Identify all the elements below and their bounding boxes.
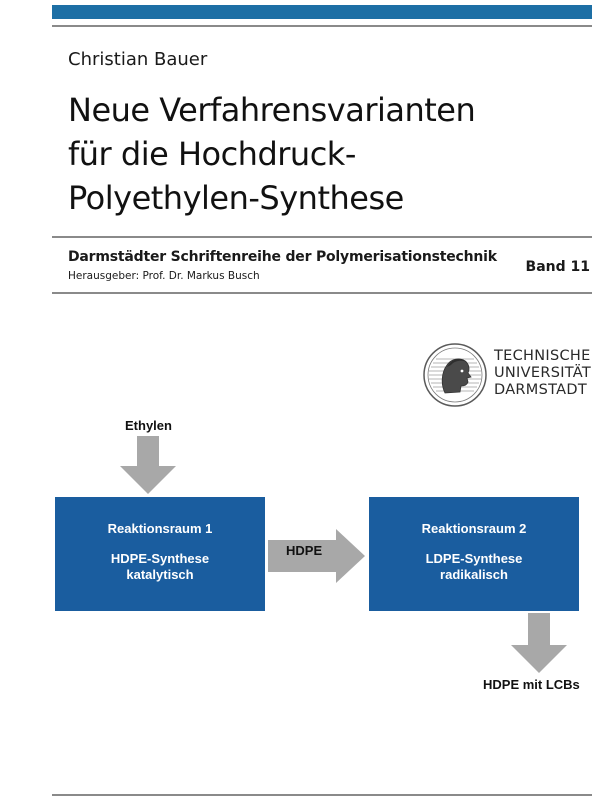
chamber-2-title: Reaktionsraum 2 — [421, 521, 527, 536]
author-name: Christian Bauer — [68, 49, 208, 70]
reaction-chamber-2 — [369, 497, 579, 611]
athena-seal-icon — [423, 343, 487, 407]
input-label: Ethylen — [125, 418, 172, 433]
book-title — [68, 88, 588, 220]
title-line-1: Neue Verfahrensvarianten — [68, 91, 476, 129]
reaction-chamber-1 — [55, 497, 265, 611]
chamber-1-mode: katalytisch — [126, 567, 194, 582]
footer-rule — [52, 794, 592, 796]
university-name — [494, 348, 591, 399]
connector-label: HDPE — [286, 543, 323, 558]
top-color-band — [52, 5, 592, 19]
chamber-2-process: LDPE-Synthese — [425, 551, 523, 566]
down-arrow-icon — [118, 436, 178, 496]
logo-line-3: DARMSTADT — [494, 382, 587, 398]
logo-line-2: UNIVERSITÄT — [494, 365, 592, 381]
chamber-1-process: HDPE-Synthese — [110, 551, 210, 566]
university-logo — [423, 343, 593, 407]
down-arrow-icon — [509, 613, 569, 675]
series-rule — [52, 292, 592, 294]
title-line-2: für die Hochdruck- — [68, 135, 356, 173]
title-line-3: Polyethylen-Synthese — [68, 179, 404, 217]
logo-line-1: TECHNISCHE — [494, 348, 591, 364]
header-rule — [52, 25, 592, 27]
chamber-1-title: Reaktionsraum 1 — [107, 521, 213, 536]
series-editor: Herausgeber: Prof. Dr. Markus Busch — [68, 270, 260, 282]
series-name: Darmstädter Schriftenreihe der Polymerisationstechnik — [68, 249, 497, 265]
volume-number: Band 11 — [525, 259, 590, 275]
output-label: HDPE mit LCBs — [483, 677, 580, 692]
chamber-2-mode: radikalisch — [440, 567, 508, 582]
title-rule — [52, 236, 592, 238]
